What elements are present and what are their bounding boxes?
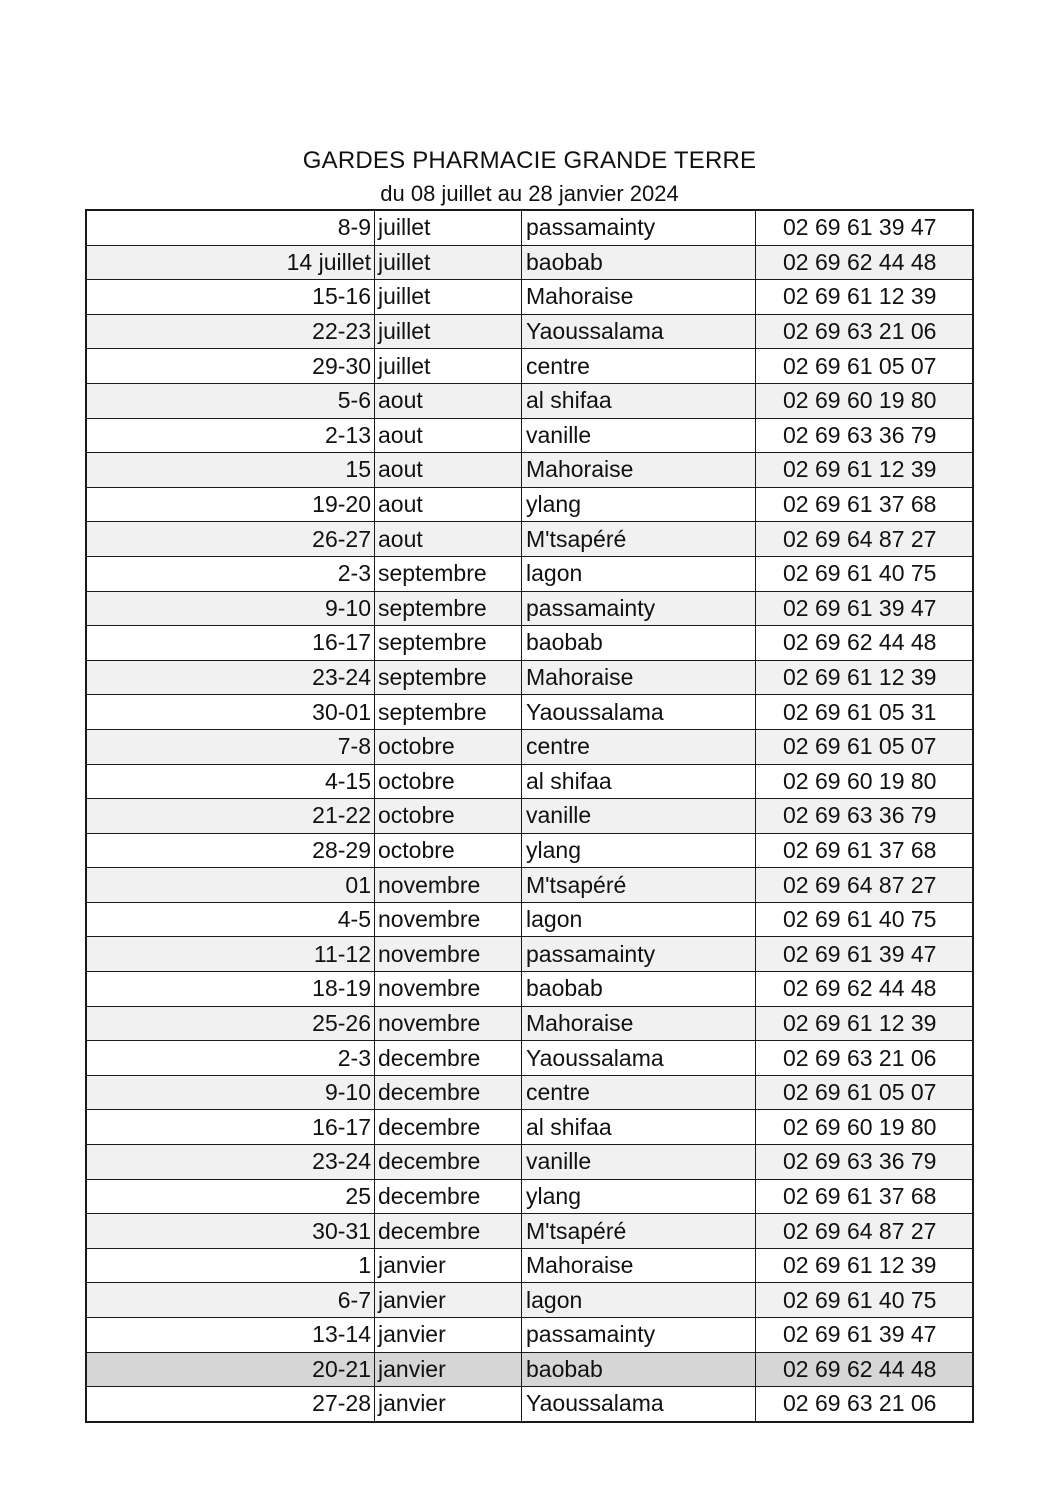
- pharmacy-name-cell: ylang: [522, 833, 756, 868]
- pharmacy-name-cell: passamainty: [522, 591, 756, 626]
- page-title: GARDES PHARMACIE GRANDE TERRE: [302, 147, 757, 174]
- phone-number-cell: 02 69 64 87 27: [756, 868, 974, 903]
- days-cell: 20-21: [86, 1352, 375, 1387]
- month-cell: septembre: [375, 660, 522, 695]
- month-cell: juillet: [375, 280, 522, 315]
- month-cell: octobre: [375, 799, 522, 834]
- month-cell: decembre: [375, 1145, 522, 1180]
- month-cell: septembre: [375, 556, 522, 591]
- table-row: [86, 799, 973, 834]
- phone-number-cell: 02 69 61 05 07: [756, 729, 974, 764]
- table-row: [86, 418, 973, 453]
- days-cell: 7-8: [86, 729, 375, 764]
- pharmacy-name-cell: ylang: [522, 487, 756, 522]
- schedule-body: [86, 210, 973, 1422]
- month-cell: decembre: [375, 1110, 522, 1145]
- days-cell: 25: [86, 1179, 375, 1214]
- days-cell: 18-19: [86, 972, 375, 1007]
- pharmacy-name-cell: centre: [522, 1075, 756, 1110]
- table-row: [86, 972, 973, 1007]
- table-row: [86, 1145, 973, 1180]
- pharmacy-name-cell: al shifaa: [522, 764, 756, 799]
- month-cell: janvier: [375, 1283, 522, 1318]
- phone-number-cell: 02 69 61 40 75: [756, 902, 974, 937]
- pharmacy-name-cell: lagon: [522, 902, 756, 937]
- days-cell: 9-10: [86, 591, 375, 626]
- table-row: [86, 695, 973, 730]
- phone-number-cell: 02 69 62 44 48: [756, 245, 974, 280]
- table-row: [86, 1387, 973, 1422]
- pharmacy-name-cell: Mahoraise: [522, 1248, 756, 1283]
- month-cell: juillet: [375, 349, 522, 384]
- month-cell: aout: [375, 487, 522, 522]
- pharmacy-name-cell: vanille: [522, 799, 756, 834]
- phone-number-cell: 02 69 61 37 68: [756, 1179, 974, 1214]
- pharmacy-name-cell: M'tsapéré: [522, 1214, 756, 1249]
- table-row: [86, 349, 973, 384]
- days-cell: 28-29: [86, 833, 375, 868]
- table-row: [86, 764, 973, 799]
- month-cell: novembre: [375, 972, 522, 1007]
- phone-number-cell: 02 69 62 44 48: [756, 626, 974, 661]
- days-cell: 16-17: [86, 1110, 375, 1145]
- table-row: [86, 1110, 973, 1145]
- pharmacy-name-cell: centre: [522, 349, 756, 384]
- table-row: [86, 280, 973, 315]
- days-cell: 14 juillet: [86, 245, 375, 280]
- days-cell: 23-24: [86, 1145, 375, 1180]
- phone-number-cell: 02 69 63 36 79: [756, 1145, 974, 1180]
- phone-number-cell: 02 69 61 12 39: [756, 280, 974, 315]
- phone-number-cell: 02 69 61 12 39: [756, 1006, 974, 1041]
- days-cell: 4-5: [86, 902, 375, 937]
- month-cell: octobre: [375, 764, 522, 799]
- pharmacy-name-cell: passamainty: [522, 937, 756, 972]
- days-cell: 22-23: [86, 314, 375, 349]
- pharmacy-name-cell: baobab: [522, 1352, 756, 1387]
- table-row: [86, 245, 973, 280]
- table-row: [86, 453, 973, 488]
- table-row: [86, 1352, 973, 1387]
- pharmacy-name-cell: lagon: [522, 556, 756, 591]
- table-row: [86, 626, 973, 661]
- phone-number-cell: 02 69 64 87 27: [756, 522, 974, 557]
- table-row: [86, 556, 973, 591]
- table-row: [86, 383, 973, 418]
- days-cell: 2-3: [86, 556, 375, 591]
- table-row: [86, 1006, 973, 1041]
- days-cell: 19-20: [86, 487, 375, 522]
- pharmacy-name-cell: passamainty: [522, 210, 756, 245]
- days-cell: 8-9: [86, 210, 375, 245]
- phone-number-cell: 02 69 62 44 48: [756, 1352, 974, 1387]
- phone-number-cell: 02 69 63 21 06: [756, 1041, 974, 1076]
- days-cell: 27-28: [86, 1387, 375, 1422]
- days-cell: 26-27: [86, 522, 375, 557]
- days-cell: 21-22: [86, 799, 375, 834]
- phone-number-cell: 02 69 61 12 39: [756, 660, 974, 695]
- days-cell: 15-16: [86, 280, 375, 315]
- month-cell: novembre: [375, 868, 522, 903]
- days-cell: 15: [86, 453, 375, 488]
- phone-number-cell: 02 69 61 40 75: [756, 1283, 974, 1318]
- days-cell: 2-3: [86, 1041, 375, 1076]
- table-row: [86, 1283, 973, 1318]
- month-cell: septembre: [375, 591, 522, 626]
- pharmacy-name-cell: M'tsapéré: [522, 522, 756, 557]
- pharmacy-name-cell: ylang: [522, 1179, 756, 1214]
- phone-number-cell: 02 69 63 36 79: [756, 418, 974, 453]
- month-cell: juillet: [375, 245, 522, 280]
- month-cell: octobre: [375, 729, 522, 764]
- phone-number-cell: 02 69 61 39 47: [756, 591, 974, 626]
- pharmacy-name-cell: passamainty: [522, 1318, 756, 1353]
- days-cell: 5-6: [86, 383, 375, 418]
- month-cell: septembre: [375, 695, 522, 730]
- days-cell: 13-14: [86, 1318, 375, 1353]
- phone-number-cell: 02 69 61 37 68: [756, 487, 974, 522]
- phone-number-cell: 02 69 61 05 07: [756, 1075, 974, 1110]
- table-row: [86, 210, 973, 245]
- table-row: [86, 487, 973, 522]
- table-row: [86, 1248, 973, 1283]
- phone-number-cell: 02 69 63 36 79: [756, 799, 974, 834]
- days-cell: 30-01: [86, 695, 375, 730]
- month-cell: decembre: [375, 1179, 522, 1214]
- pharmacy-name-cell: Mahoraise: [522, 1006, 756, 1041]
- days-cell: 1: [86, 1248, 375, 1283]
- phone-number-cell: 02 69 63 21 06: [756, 1387, 974, 1422]
- pharmacy-name-cell: lagon: [522, 1283, 756, 1318]
- pharmacy-name-cell: al shifaa: [522, 1110, 756, 1145]
- page-subtitle: du 08 juillet au 28 janvier 2024: [380, 181, 679, 206]
- table-row: [86, 1318, 973, 1353]
- month-cell: decembre: [375, 1041, 522, 1076]
- phone-number-cell: 02 69 61 39 47: [756, 210, 974, 245]
- pharmacy-name-cell: al shifaa: [522, 383, 756, 418]
- table-row: [86, 868, 973, 903]
- month-cell: novembre: [375, 937, 522, 972]
- days-cell: 30-31: [86, 1214, 375, 1249]
- pharmacy-schedule-table: [85, 209, 974, 1423]
- table-row: [86, 833, 973, 868]
- pharmacy-name-cell: Mahoraise: [522, 660, 756, 695]
- month-cell: janvier: [375, 1318, 522, 1353]
- pharmacy-name-cell: Yaoussalama: [522, 1387, 756, 1422]
- month-cell: janvier: [375, 1352, 522, 1387]
- phone-number-cell: 02 69 60 19 80: [756, 383, 974, 418]
- days-cell: 9-10: [86, 1075, 375, 1110]
- month-cell: aout: [375, 522, 522, 557]
- table-row: [86, 1041, 973, 1076]
- days-cell: 11-12: [86, 937, 375, 972]
- month-cell: septembre: [375, 626, 522, 661]
- pharmacy-name-cell: Yaoussalama: [522, 695, 756, 730]
- month-cell: juillet: [375, 210, 522, 245]
- phone-number-cell: 02 69 60 19 80: [756, 764, 974, 799]
- pharmacy-name-cell: centre: [522, 729, 756, 764]
- phone-number-cell: 02 69 61 12 39: [756, 1248, 974, 1283]
- days-cell: 01: [86, 868, 375, 903]
- days-cell: 23-24: [86, 660, 375, 695]
- days-cell: 6-7: [86, 1283, 375, 1318]
- table-row: [86, 1214, 973, 1249]
- days-cell: 4-15: [86, 764, 375, 799]
- phone-number-cell: 02 69 61 39 47: [756, 937, 974, 972]
- table-row: [86, 729, 973, 764]
- table-row: [86, 522, 973, 557]
- table-row: [86, 1075, 973, 1110]
- table-row: [86, 937, 973, 972]
- month-cell: octobre: [375, 833, 522, 868]
- phone-number-cell: 02 69 61 05 31: [756, 695, 974, 730]
- pharmacy-name-cell: baobab: [522, 245, 756, 280]
- phone-number-cell: 02 69 63 21 06: [756, 314, 974, 349]
- phone-number-cell: 02 69 64 87 27: [756, 1214, 974, 1249]
- phone-number-cell: 02 69 61 12 39: [756, 453, 974, 488]
- days-cell: 2-13: [86, 418, 375, 453]
- table-row: [86, 591, 973, 626]
- month-cell: novembre: [375, 902, 522, 937]
- month-cell: aout: [375, 383, 522, 418]
- days-cell: 29-30: [86, 349, 375, 384]
- pharmacy-name-cell: baobab: [522, 626, 756, 661]
- pharmacy-name-cell: baobab: [522, 972, 756, 1007]
- pharmacy-name-cell: vanille: [522, 418, 756, 453]
- pharmacy-name-cell: Mahoraise: [522, 453, 756, 488]
- month-cell: decembre: [375, 1214, 522, 1249]
- pharmacy-name-cell: Mahoraise: [522, 280, 756, 315]
- days-cell: 25-26: [86, 1006, 375, 1041]
- table-row: [86, 902, 973, 937]
- pharmacy-name-cell: M'tsapéré: [522, 868, 756, 903]
- table-row: [86, 1179, 973, 1214]
- table-row: [86, 660, 973, 695]
- month-cell: juillet: [375, 314, 522, 349]
- table-row: [86, 314, 973, 349]
- month-cell: janvier: [375, 1248, 522, 1283]
- pharmacy-name-cell: Yaoussalama: [522, 314, 756, 349]
- phone-number-cell: 02 69 61 37 68: [756, 833, 974, 868]
- phone-number-cell: 02 69 60 19 80: [756, 1110, 974, 1145]
- phone-number-cell: 02 69 61 05 07: [756, 349, 974, 384]
- phone-number-cell: 02 69 61 40 75: [756, 556, 974, 591]
- month-cell: aout: [375, 418, 522, 453]
- month-cell: aout: [375, 453, 522, 488]
- month-cell: decembre: [375, 1075, 522, 1110]
- month-cell: janvier: [375, 1387, 522, 1422]
- month-cell: novembre: [375, 1006, 522, 1041]
- pharmacy-name-cell: vanille: [522, 1145, 756, 1180]
- phone-number-cell: 02 69 61 39 47: [756, 1318, 974, 1353]
- phone-number-cell: 02 69 62 44 48: [756, 972, 974, 1007]
- days-cell: 16-17: [86, 626, 375, 661]
- pharmacy-name-cell: Yaoussalama: [522, 1041, 756, 1076]
